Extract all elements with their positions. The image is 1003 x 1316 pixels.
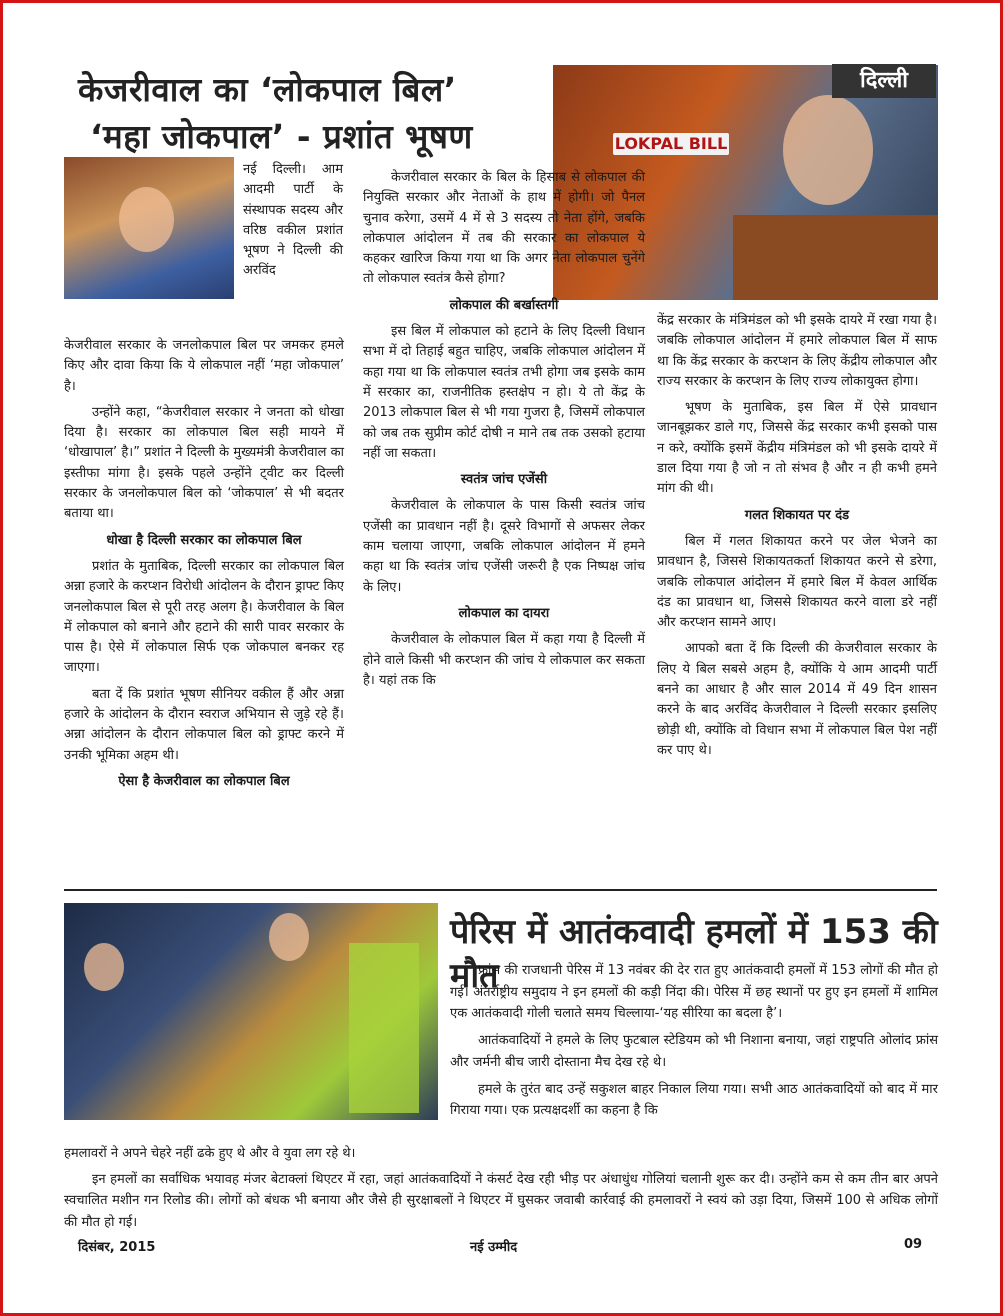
article1-col2-p4: केजरीवाल के लोकपाल बिल में कहा गया है दिल्ली में होने वाले किसी भी करप्शन की जांच ये लोकपाल कर सकता है। यहां तक कि [363,632,645,688]
article1-col2-p1: केजरीवाल सरकार के बिल के हिसाब से लोकपाल की नियुक्ति सरकार और नेताओं के हाथ में होगी। जो पैनल चुनाव करेगा, उसमें 4 में से 3 सदस्य तो नेता होंगे, जबकि लोकपाल आंदोलन में तब की सरकार का लोकपाल ये कहकर खारिज किया गया था कि अगर नेता लोकपाल चुनेंगे तो लोकपाल स्वतंत्र कैसे होगा? [363,170,645,287]
article2-p3-cont: हमलावरों ने अपने चेहरे नहीं ढके हुए थे और वे युवा लग रहे थे। [64,1146,356,1161]
article1-subhead-5: लोकपाल का दायरा [458,605,550,621]
section-divider [64,889,937,891]
article1-col3-p4: आपको बता दें कि दिल्ली की केजरीवाल सरकार के लिए ये बिल सबसे अहम है, क्योंकि ये आम आदमी पार्टी बनने का आधार है और साल 2014 में 49 दिन शासन करने के बाद अरविंद केजरीवाल ने दिल्ली सरकार इसलिए छोड़ी थी, क्योंकि वो विधान सभा में लोकपाल बिल पेश नहीं कर पाए थे। [657,641,937,758]
article2-headline: पेरिस में आतंकवादी हमलों में 153 की मौत [450,912,938,996]
article1-col2-p2: इस बिल में लोकपाल को हटाने के लिए दिल्ली विधान सभा में दो तिहाई बहुत चाहिए, जबकि लोकपाल आंदोलन में कहा गया था कि लोकपाल स्वतंत्र तभी होगा जब इसके काम में सरकार का, राजनीतिक हस्तक्षेप न हो। ये तो केंद्र के 2013 लोकपाल बिल से भी गया गुजरा है, जिसमें लोकपाल को जब तक सुप्रीम कोर्ट दोषी न माने तब तक उसको हटाया नहीं जा सकता। [363,324,645,461]
footer-magazine: नई उम्मीद [470,1240,518,1255]
article1-col1-p2: उन्होंने कहा, “केजरीवाल सरकार ने जनता को धोखा दिया है। सरकार का लोकपाल बिल सही मायने में ‘धोखापाल’ है।” प्रशांत ने दिल्ली के मुख्यमंत्री केजरीवाल का इस्तीफा मांगा है। इसके पहले उन्होंने ट्वीट कर दिल्ली सरकार के जनलोकपाल बिल को ‘जोकपाल’ से भी बदतर बताया था। [64,404,344,522]
article1-col1-p4: बता दें कि प्रशांत भूषण सीनियर वकील हैं और अन्ना हजारे के आंदोलन के दौरान स्वराज अभियान से जुड़े रहे हैं। अन्ना आंदोलन के दौरान लोकपाल बिल को ड्राफ्ट करने में उनकी भूमिका अहम थी। [64,686,344,763]
article1-col1 [64,336,344,798]
prashant-bhushan-photo [64,157,234,299]
article1-headline-line1: केजरीवाल का ‘लोकपाल बिल’ [78,70,457,109]
lokpal-bill-label: LOKPAL BILL [614,134,728,153]
article1-headline-line2: ‘महा जोकपाल’ - प्रशांत भूषण [90,117,473,156]
article1-col1-p1: केजरीवाल सरकार के जनलोकपाल बिल पर जमकर हमले किए और दावा किया कि ये लोकपाल नहीं ‘महा जोकपाल’ है। [64,338,344,394]
article1-col3-p2: भूषण के मुताबिक, इस बिल में ऐसे प्रावधान जानबूझकर डाले गए, जिससे केंद्र सरकार कभी इसको पास न करे, क्योंकि इसमें केंद्रीय मंत्रिमंडल को भी इसके दायरे में डाल दिया गया है जो न तो संभव है और न ही कभी हमने मांग की थी। [657,400,937,497]
article2-p4: इन हमलों का सर्वाधिक भयावह मंजर बेटाक्लां थिएटर में रहा, जहां आतंकवादियों ने कंसर्ट देख रही भीड़ पर अंधाधुंध गोलियां चलानी शुरू कर दी। उन्होंने कम से कम तीन बार अपने स्वचालित मशीन गन रिलोड की। लोगों को बंधक भी बनाया और जैसे ही सुरक्षाबलों ने थिएटर में घुसकर जवाबी कार्रवाई की हमलावरों ने स्वयं को उड़ा दिया, जिसमें 100 से अधिक लोगों की मौत हो गई। [64,1171,938,1231]
section-tag-delhi: दिल्ली [832,64,936,98]
article2-body [450,960,938,1127]
footer-date: दिसंबर, 2015 [78,1240,156,1255]
article1-col3 [657,311,937,767]
article2-p3: हमले के तुरंत बाद उन्हें सकुशल बाहर निकाल लिया गया। सभी आठ आतंकवादियों को बाद में मार गिराया गया। एक प्रत्यक्षदर्शी का कहना है कि [450,1081,938,1119]
article2-p1: फ्रांस की राजधानी पेरिस में 13 नवंबर की देर रात हुए आतंकवादी हमलों में 153 लोगों की मौत हो गई। अंतर्राष्ट्रीय समुदाय ने इन हमलों की कड़ी निंदा की। पेरिस में छह स्थानों पर हुए इन हमलों में शामिल एक आतंकवादी गोली चलाते समय चिल्लाया-‘यह सीरिया का बदला है’। [450,963,938,1022]
article1-col3-p3: बिल में गलत शिकायत करने पर जेल भेजने का प्रावधान है, जिससे शिकायतकर्ता शिकायत करने से डरेगा, जबकि लोकपाल आंदोलन में हमारे बिल में केवल आर्थिक दंड का प्रावधान था, जिससे शिकायत करने वाला डरे नहीं और करप्शन सामने आए। [657,533,937,631]
article1-col2 [363,168,645,697]
footer-page-number: 09 [904,1237,923,1252]
article1-col1-top: नई दिल्ली। आम आदमी पार्टी के संस्थापक सदस्य और वरिष्ठ वकील प्रशांत भूषण ने दिल्ली की अरविंद [243,162,343,279]
article1-col1-p3: प्रशांत के मुताबिक, दिल्ली सरकार का लोकपाल बिल अन्ना हजारे के करप्शन विरोधी आंदोलन के दौरान ड्राफ्ट किए जनलोकपाल बिल से पूरी तरह अलग है। केजरीवाल के बिल में लोकपाल को बनाने और हटाने की सारी पावर सरकार के पास है। ऐसे में लोकपाल सिर्फ एक जोकपाल बनकर रह जाएगा। [64,558,344,676]
article1-subhead-6: गलत शिकायत पर दंड [744,507,850,523]
article1-col2-p3: केजरीवाल के लोकपाल के पास किसी स्वतंत्र जांच एजेंसी का प्रावधान नहीं है। दूसरे विभागों से अफसर लेकर काम चलाया जाएगा, जबकि लोकपाल आंदोलन में हमने कहा था कि स्वतंत्र जांच एजेंसी जरूरी है एक निष्पक्ष जांच के लिए। [363,498,645,595]
article1-subhead-3: लोकपाल की बर्खास्तगी [449,297,559,313]
article2-body-full [64,1143,938,1238]
article1-col1-intro [243,160,343,288]
article1-subhead-1: धोखा है दिल्ली सरकार का लोकपाल बिल [106,532,302,548]
article1-subhead-2: ऐसा है केजरीवाल का लोकपाल बिल [118,773,290,789]
article2-p2: आतंकवादियों ने हमले के लिए फुटबाल स्टेडियम को भी निशाना बनाया, जहां राष्ट्रपति ओलांद फ्रांस और जर्मनी बीच जारी दोस्ताना मैच देख रहे थे। [450,1033,938,1070]
article1-col3-p1: केंद्र सरकार के मंत्रिमंडल को भी इसके दायरे में रखा गया है। जबकि लोकपाल आंदोलन में हमारे लोकपाल बिल में साफ था कि केंद्र सरकार के करप्शन के लिए केंद्रीय लोकपाल और राज्य सरकार के करप्शन के लिए राज्य लोकायुक्त होगा। [657,313,937,389]
article1-subhead-4: स्वतंत्र जांच एजेंसी [460,472,548,488]
paris-attack-photo [64,903,438,1120]
